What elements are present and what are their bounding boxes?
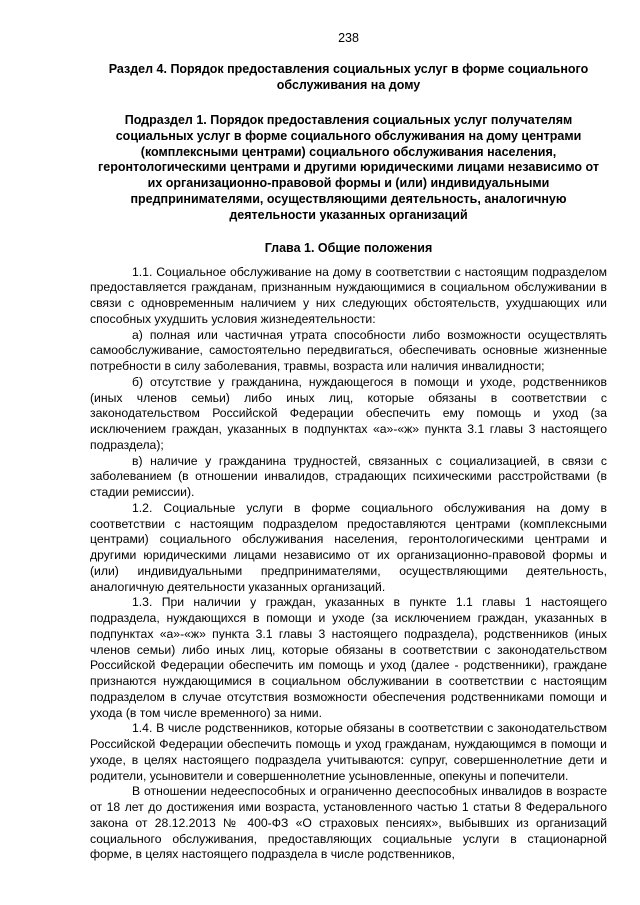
paragraph-item-v: в) наличие у гражданина трудностей, связанных с социализацией, в связи с заболеванием (в отношении инвалидов, страдающих психическими расстройствами (в стадии ремиссии). — [90, 453, 607, 500]
subsection-title: Подраздел 1. Порядок предоставления социальных услуг получателям социальных услуг в форме социального обслуживания на дому центрами (комплексными центрами) социального обслуживания населения, геронтологическими центрами и другими юридическими лицами независимо от их организационно-правовой формы и (или) индивидуальными предпринимателями, осуществляющими деятельность, аналогичную деятельности указанных организаций — [98, 113, 599, 222]
paragraph-item-b: б) отсутствие у гражданина, нуждающегося в помощи и уходе, родственников (иных членов семьи) либо иных лиц, которые обязаны в соответствии с законодательством Российской Федерации обеспечить ему помощь и уход (за исключением граждан, указанных в подпунктах «а»-«ж» пункта 3.1 главы 3 настоящего подраздела); — [90, 374, 607, 452]
chapter-title: Глава 1. Общие положения — [264, 240, 433, 255]
section-title: Раздел 4. Порядок предоставления социальных услуг в форме социального обслуживания на дому — [108, 62, 589, 92]
paragraph-1-1: 1.1. Социальное обслуживание на дому в соответствии с настоящим подразделом предоставляется гражданам, признанным нуждающимися в социальном обслуживании в связи с одновременным наличием у них следующих обстоятельств, ухудшающих или способных ухудшить условия жизнедеятельности: — [90, 264, 607, 326]
paragraph-1-3: 1.3. При наличии у граждан, указанных в пункте 1.1 главы 1 настоящего подраздела, нуждающихся в помощи и уходе (за исключением граждан, указанных в подпунктах «а»-«ж» пункта 3.1 главы 3 настоящего подраздела), родственников (иных членов семьи) либо иных лиц, которые обязаны в соответствии с законодательством Российской Федерации обеспечить им помощь и уход (далее - родственники), граждане признаются нуждающимися в социальном обслуживании в соответствии с настоящим подразделом в случае отсутствия возможности обеспечения родственниками помощи и ухода (в том числе временного) за ними. — [90, 595, 607, 720]
document-page — [90, 30, 607, 863]
paragraph-1-4: 1.4. В числе родственников, которые обязаны в соответствии с законодательством Российской Федерации обеспечить помощь и уход гражданам, нуждающимся в помощи и уходе, в целях настоящего подраздела учитываются: супруг, совершеннолетние дети и родители, усыновители и совершеннолетние усыновленные, опекуны и попечители. — [90, 721, 607, 783]
body-text — [90, 265, 607, 864]
paragraph-item-a: а) полная или частичная утрата способности либо возможности осуществлять самообслуживание, самостоятельно передвигаться, обеспечивать основные жизненные потребности в силу заболевания, травмы, возраста или наличия инвалидности; — [90, 327, 607, 374]
page-number: 238 — [338, 31, 359, 45]
paragraph-1-2: 1.2. Социальные услуги в форме социального обслуживания на дому в соответствии с настоящим подразделом предоставляются центрами (комплексными центрами) социального обслуживания населения, геронтологическими центрами и другими юридическими лицами независимо от их организационно-правовой формы и (или) индивидуальными предпринимателями, осуществляющими деятельность, аналогичную деятельности указанных организаций. — [90, 500, 607, 594]
paragraph-1-4-continued: В отношении недееспособных и ограниченно дееспособных инвалидов в возрасте от 18 лет до достижения ими возраста, установленного частью 1 статьи 8 Федерального закона от 28.12.2013 № 400-ФЗ «О страховых пенсиях», выбывших из организаций социального обслуживания, предоставляющих социальные услуги в стационарной форме, в целях настоящего подраздела в числе родственников, — [90, 784, 607, 862]
